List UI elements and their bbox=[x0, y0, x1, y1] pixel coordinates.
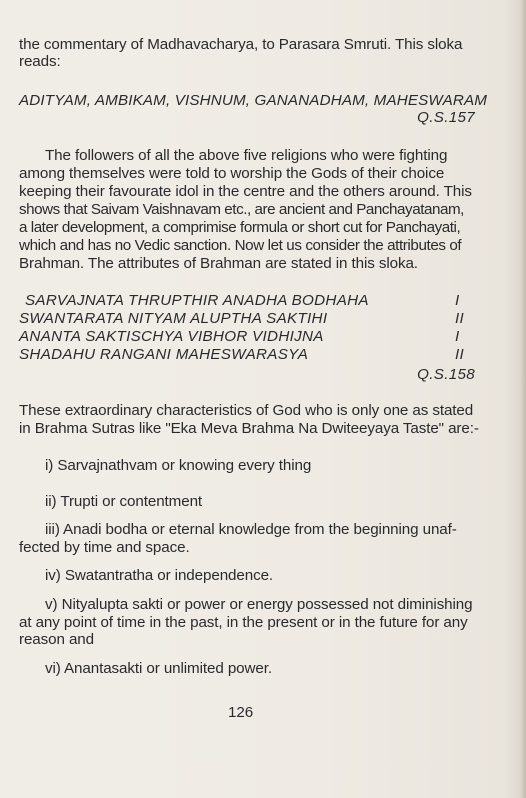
sloka-158-mark: II bbox=[455, 310, 465, 327]
intro-line: reads: bbox=[19, 53, 61, 70]
list-item: vi) Anantasakti or unlimited power. bbox=[45, 660, 272, 677]
sloka-158-line: ANANTA SAKTISCHYA VIBHOR VIDHIJNA bbox=[19, 328, 324, 345]
list-item-continuation: reason and bbox=[19, 631, 94, 648]
list-item: iv) Swatantratha or independence. bbox=[45, 567, 274, 584]
list-item: iii) Anadi bodha or eternal knowledge from the beginning unaf- bbox=[45, 521, 457, 538]
intro-line: the commentary of Madhavacharya, to Parasara Smruti. This sloka bbox=[19, 36, 463, 53]
paragraph-line: Brahman. The attributes of Brahman are stated in this sloka. bbox=[19, 255, 418, 272]
paragraph-line: among themselves were told to worship the Gods of their choice bbox=[19, 165, 445, 182]
list-item: i) Sarvajnathvam or knowing every thing bbox=[45, 457, 312, 474]
list-item-continuation: at any point of time in the past, in the present or in the future for any bbox=[19, 614, 468, 631]
sloka-158-line: SWANTARATA NITYAM ALUPTHA SAKTIHI bbox=[19, 310, 328, 327]
paragraph-line: in Brahma Sutras like "Eka Meva Brahma Na Dwiteeyaya Taste" are:- bbox=[19, 420, 479, 437]
page-edge-shadow bbox=[520, 0, 526, 798]
page-number: 126 bbox=[228, 704, 254, 721]
sloka-158-line: SARVAJNATA THRUPTHIR ANADHA BODHAHA bbox=[25, 292, 369, 309]
paragraph-line: keeping their favourate idol in the centre and the others around. This bbox=[19, 183, 472, 200]
paragraph-line: which and has no Vedic sanction. Now let us consider the attributes of bbox=[19, 237, 462, 254]
paragraph-line: a later development, a comprimise formula or short cut for Panchayati, bbox=[19, 219, 461, 236]
sloka-158-line: SHADAHU RANGANI MAHESWARASYA bbox=[19, 346, 309, 363]
sloka-158-reference: Q.S.158 bbox=[417, 366, 475, 383]
paragraph-line: shows that Saivam Vaishnavam etc., are ancient and Panchayatanam, bbox=[19, 201, 464, 218]
sloka-157-text: ADITYAM, AMBIKAM, VISHNUM, GANANADHAM, MAHESWARAM bbox=[19, 92, 488, 109]
list-item: v) Nityalupta sakti or power or energy possessed not diminishing bbox=[45, 596, 473, 613]
list-item: ii) Trupti or contentment bbox=[45, 493, 203, 510]
paragraph-line: These extraordinary characteristics of God who is only one as stated bbox=[19, 402, 474, 419]
sloka-157-reference: Q.S.157 bbox=[417, 109, 475, 126]
sloka-158-mark: II bbox=[455, 346, 465, 363]
paragraph-line: The followers of all the above five religions who were fighting bbox=[45, 147, 448, 164]
sloka-158-mark: I bbox=[455, 292, 460, 309]
sloka-158-mark: I bbox=[455, 328, 460, 345]
list-item-continuation: fected by time and space. bbox=[19, 539, 190, 556]
